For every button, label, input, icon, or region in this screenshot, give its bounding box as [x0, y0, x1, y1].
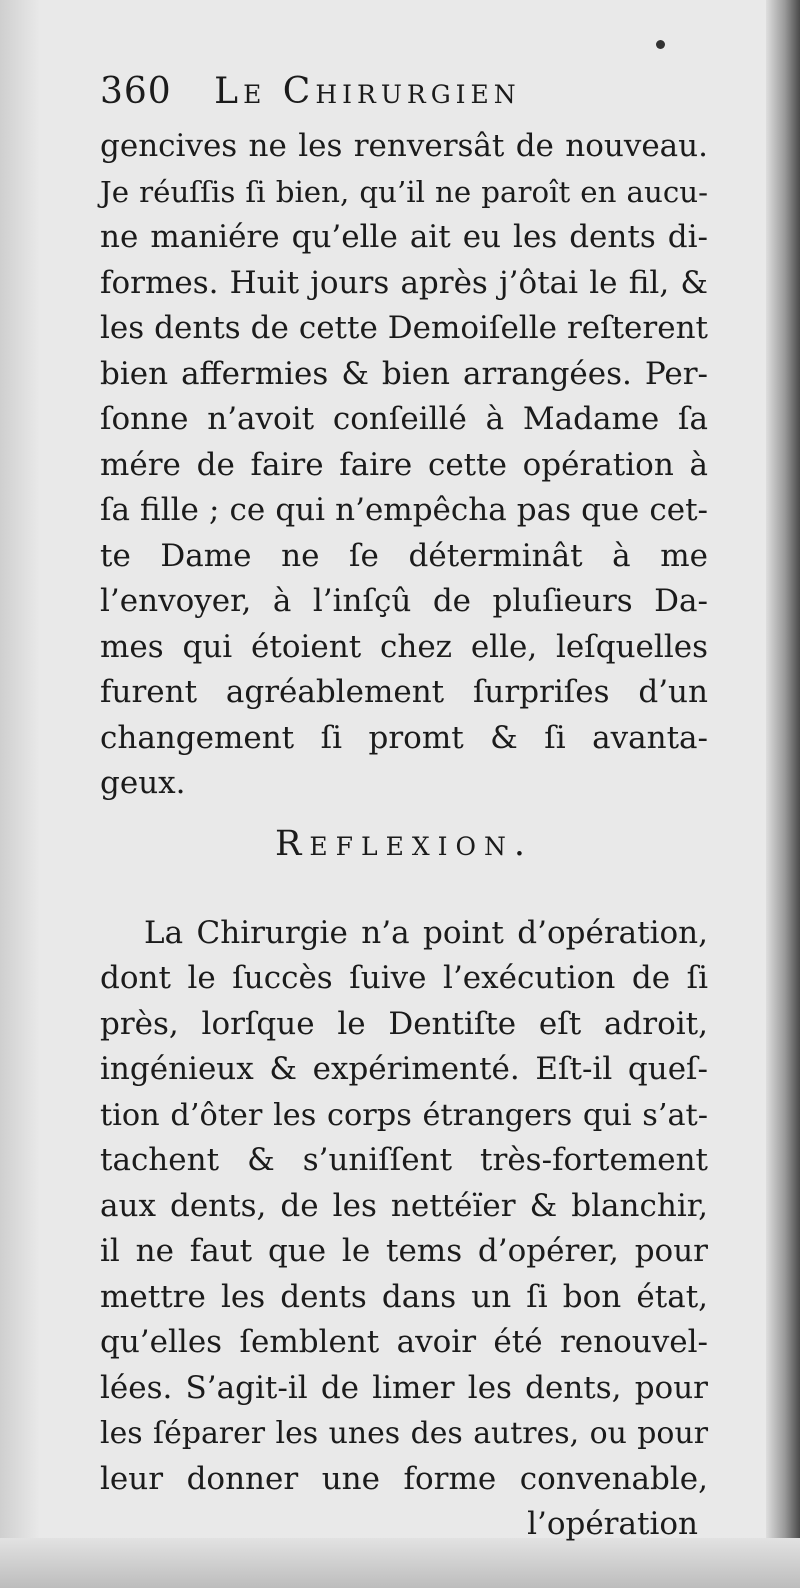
text-line: mére de faire faire cette opération à — [100, 446, 708, 483]
text-line: bien affermies & bien arrangées. Per- — [100, 355, 708, 392]
page-text — [100, 60, 708, 1548]
paragraph-case-report — [100, 124, 708, 807]
running-title: Le Chirurgien — [214, 71, 521, 112]
text-line: l’envoyer, à l’inſçû de pluſieurs Da- — [100, 583, 708, 619]
text-line: près, lorſque le Dentiſte eſt adroit, — [100, 1005, 708, 1042]
text-line: les ſéparer les unes des autres, ou pour — [100, 1416, 708, 1451]
text-line: changement ſi promt & ſi avanta- — [100, 719, 708, 756]
text-line: gencives ne les renversât de nouveau. — [100, 128, 708, 164]
text-line: furent agréablement ſurpriſes d’un — [100, 674, 708, 710]
text-line: mes qui étoient chez elle, leſquelles — [100, 628, 708, 665]
running-header — [100, 60, 708, 124]
text-line: ingénieux & expérimenté. Eſt-il queſ- — [100, 1051, 708, 1087]
page-edge-shadow — [766, 0, 800, 1588]
ink-spot — [656, 40, 665, 49]
text-line: geux. — [100, 765, 186, 801]
text-line: dont le ſuccès ſuive l’exécution de ſi — [100, 960, 708, 996]
text-line: tion d’ôter les corps étrangers qui s’at- — [100, 1097, 708, 1133]
text-line: leur donner une forme convenable, — [100, 1460, 708, 1497]
heading-spacer — [100, 881, 708, 911]
section-heading: Reflexion. — [275, 823, 533, 864]
text-line: Je réuſſis ſi bien, qu’il ne paroît en aucu- — [100, 174, 708, 209]
text-line: lées. S’agit-il de limer les dents, pour — [100, 1369, 708, 1406]
text-line: ſonne n’avoit conſeillé à Madame ſa — [100, 401, 708, 437]
text-line: te Dame ne ſe déterminât à me — [100, 537, 708, 574]
text-line: ne maniére qu’elle ait eu les dents di- — [100, 219, 708, 255]
catchword: l’opération — [527, 1506, 698, 1542]
text-line: tachent & s’uniſſent très-fortement — [100, 1142, 708, 1178]
text-line: mettre les dents dans un ſi bon état, — [100, 1278, 708, 1315]
text-line: il ne faut que le tems d’opérer, pour — [100, 1233, 708, 1269]
text-line: aux dents, de les nettéïer & blanchir, — [100, 1187, 708, 1224]
text-line: formes. Huit jours après j’ôtai le fil, & — [100, 264, 708, 301]
text-line: les dents de cette Demoiſelle reſterent — [100, 310, 708, 346]
page-gutter-shadow — [0, 0, 40, 1588]
text-line: La Chirurgie n’a point d’opération, — [144, 914, 708, 951]
page-number: 360 — [100, 71, 172, 112]
paragraph-reflexion — [100, 911, 708, 1503]
text-line: ſa fille ; ce qui n’empêcha pas que cet- — [100, 492, 708, 528]
text-line: qu’elles ſemblent avoir été renouvel- — [100, 1324, 708, 1360]
